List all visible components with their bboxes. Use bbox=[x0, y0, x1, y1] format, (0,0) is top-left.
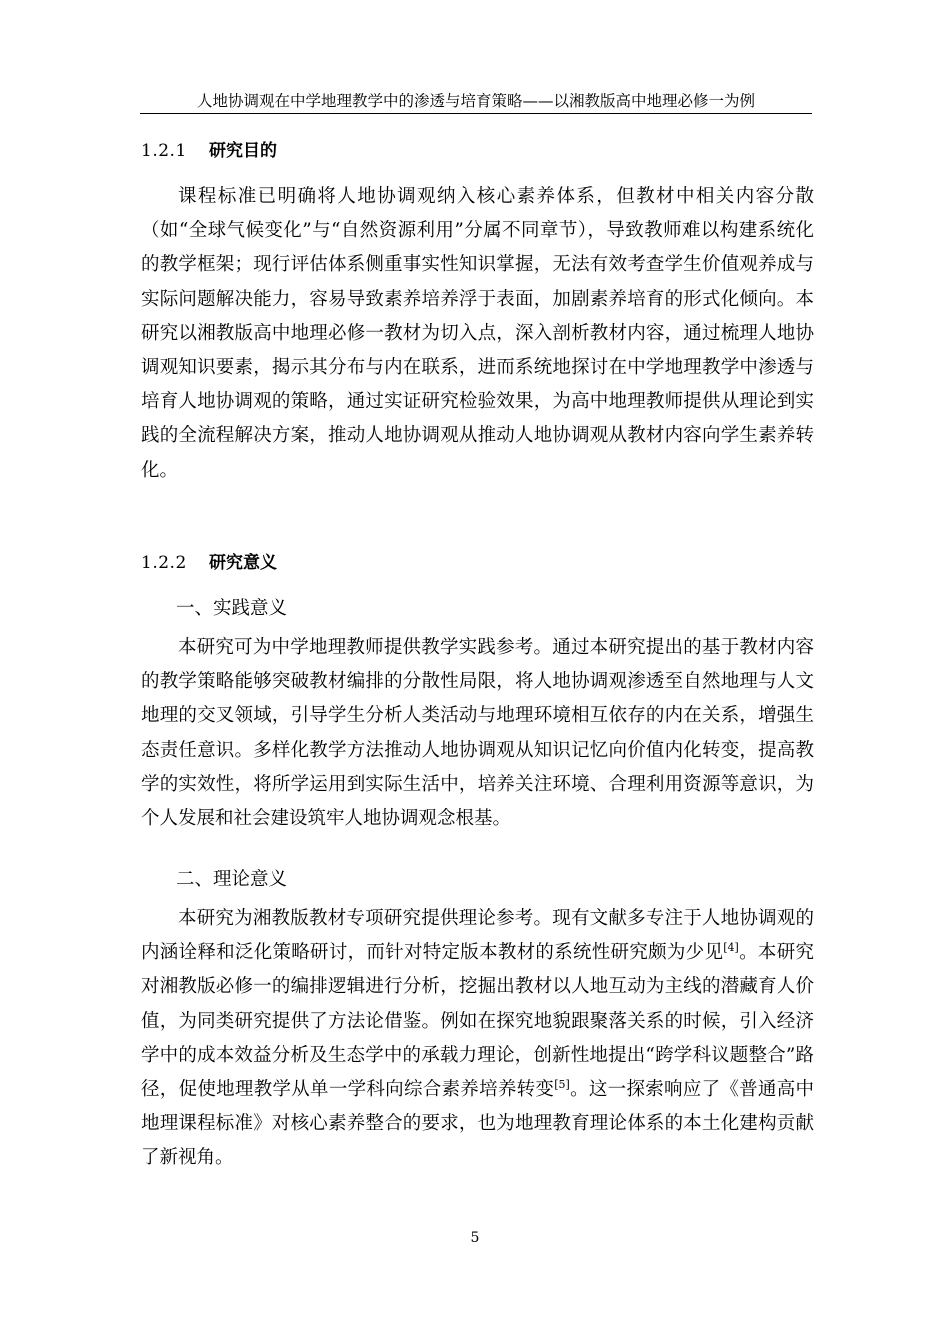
paragraph-text: 本研究为湘教版教材专项研究提供理论参考。现有文献多专注于人地协调观的内涵诠释和泛化策略研讨，而针对特定版本教材的系统性研究颇为少见 bbox=[141, 908, 814, 964]
header-rule bbox=[140, 113, 812, 114]
paragraph-text: 。这一探索响应了《普通高中地理课程标准》对核心素养整合的要求，也为地理教育理论体系的本土化建构贡献了新视角。 bbox=[141, 1079, 814, 1169]
subheading-practical: 一、实践意义 bbox=[176, 598, 288, 619]
section-title: 研究目的 bbox=[209, 141, 277, 161]
theoretical-paragraph bbox=[141, 902, 814, 1176]
section-heading-purpose bbox=[141, 138, 277, 164]
section-heading-significance bbox=[141, 550, 277, 576]
section-title: 研究意义 bbox=[209, 553, 277, 573]
purpose-paragraph: 课程标准已明确将人地协调观纳入核心素养体系，但教材中相关内容分散（如“全球气候变化”与“自然资源利用”分属不同章节），导致教师难以构建系统化的教学框架；现行评估体系侧重事实性知识掌握，无法有效考查学生价值观养成与实际问题解决能力，容易导致素养培养浮于表面，加剧素养培育的形式化倾向。本研究以湘教版高中地理必修一教材为切入点，深入剖析教材内容，通过梳理人地协调观知识要素，揭示其分布与内在联系，进而系统地探讨在中学地理教学中渗透与培育人地协调观的策略，通过实证研究检验效果，为高中地理教师提供从理论到实践的全流程解决方案，推动人地协调观从推动人地协调观从教材内容向学生素养转化。 bbox=[141, 186, 814, 481]
subheading-theoretical: 二、理论意义 bbox=[176, 869, 288, 890]
page-number: 5 bbox=[470, 1230, 480, 1246]
section-number: 1.2.1 bbox=[141, 141, 187, 161]
practical-paragraph: 本研究可为中学地理教师提供教学实践参考。通过本研究提出的基于教材内容的教学策略能够突破教材编排的分散性局限，将人地协调观渗透至自然地理与人文地理的交叉领域，引导学生分析人类活动与地理环境相互依存的内在关系，增强生态责任意识。多样化教学方法推动人地协调观从知识记忆向价值内化转变，提高教学的实效性，将所学运用到实际生活中，培养关注环境、合理利用资源等意识，为个人发展和社会建设筑牢人地协调观念根基。 bbox=[141, 637, 814, 830]
section-number: 1.2.2 bbox=[141, 553, 187, 573]
paragraph-text: 。本研究对湘教版必修一的编排逻辑进行分析，挖掘出教材以人地互动为主线的潜藏育人价值，为同类研究提供了方法论借鉴。例如在探究地貌跟聚落关系的时候，引入经济学中的成本效益分析及生态学中的承载力理论，创新性地提出“跨学科议题整合”路径，促使地理教学从单一学科向综合素养培养转变 bbox=[141, 942, 814, 1101]
running-header: 人地协调观在中学地理教学中的渗透与培育策略——以湘教版高中地理必修一为例 bbox=[196, 92, 755, 110]
citation-ref[interactable]: [5] bbox=[554, 1077, 570, 1091]
citation-ref[interactable]: [4] bbox=[723, 941, 739, 955]
